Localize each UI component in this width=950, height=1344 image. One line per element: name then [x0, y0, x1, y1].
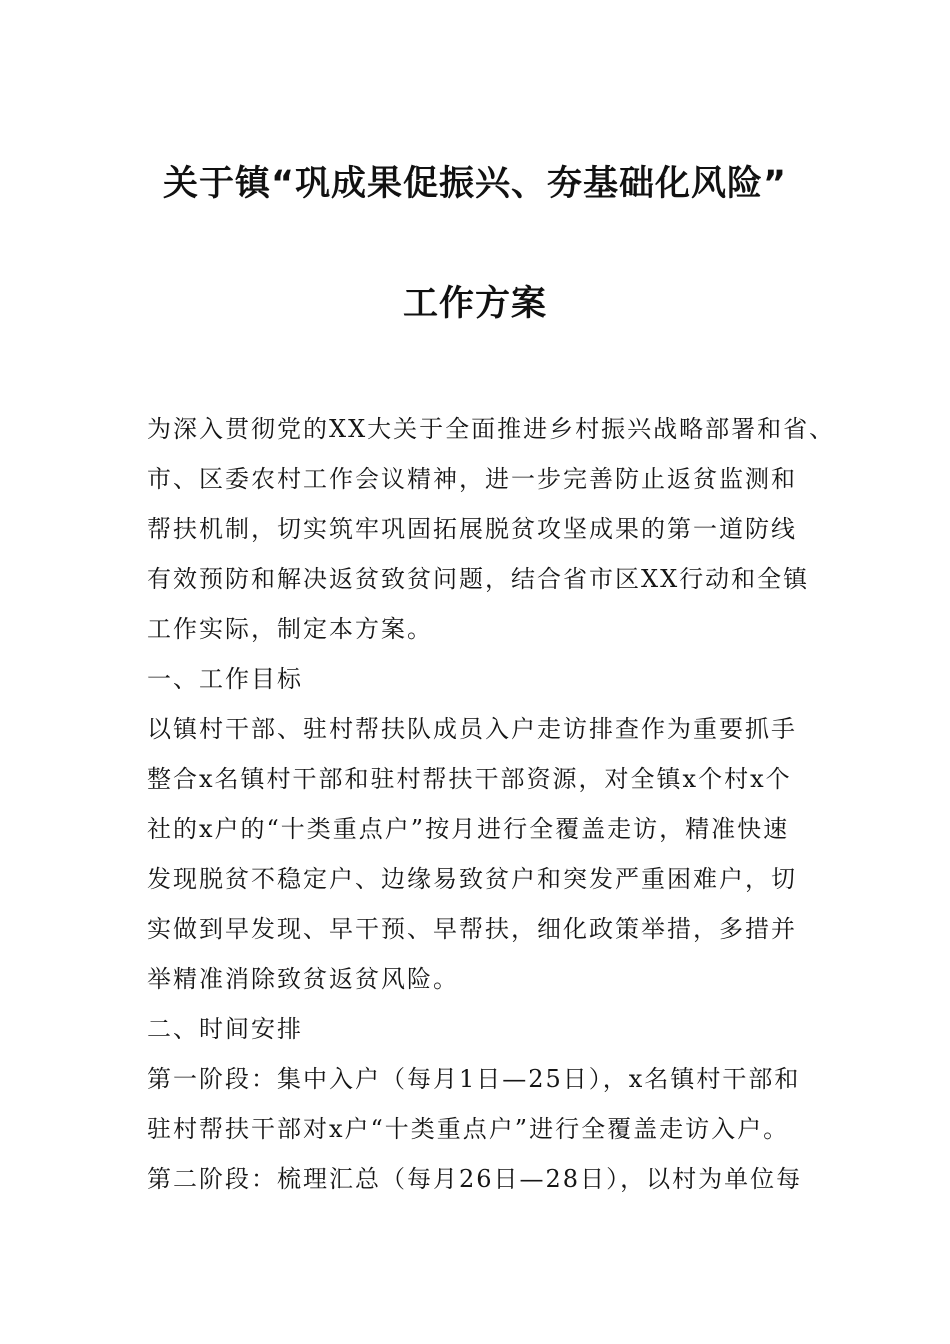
section-heading-goals: 一、工作目标: [147, 665, 303, 693]
body-line-10: 发现脱贫不稳定户、边缘易致贫户和突发严重困难户，切: [147, 865, 797, 893]
body-line-12: 举精准消除致贫返贫风险。: [147, 965, 459, 993]
body-line-5: 工作实际，制定本方案。: [147, 615, 433, 643]
body-line-1: 为深入贯彻党的XX大关于全面推进乡村振兴战略部署和省、: [147, 415, 836, 443]
body-line-16: 第二阶段：梳理汇总（每月26日—28日），以村为单位每: [147, 1165, 803, 1193]
document-title-line-2: 工作方案: [402, 284, 547, 324]
body-line-15: 驻村帮扶干部对x户“十类重点户”进行全覆盖走访入户。: [147, 1115, 790, 1143]
section-heading-schedule: 二、时间安排: [147, 1015, 303, 1043]
body-line-8: 整合x名镇村干部和驻村帮扶干部资源，对全镇x个村x个: [147, 765, 792, 793]
body-line-9: 社的x户的“十类重点户”按月进行全覆盖走访，精准快速: [147, 815, 790, 843]
body-line-3: 帮扶机制，切实筑牢巩固拓展脱贫攻坚成果的第一道防线: [147, 515, 797, 543]
body-line-4: 有效预防和解决返贫致贫问题，结合省市区XX行动和全镇: [147, 565, 810, 593]
body-line-11: 实做到早发现、早干预、早帮扶，细化政策举措，多措并: [147, 915, 797, 943]
body-line-2: 市、区委农村工作会议精神，进一步完善防止返贫监测和: [147, 465, 797, 493]
document-title-line-1: 关于镇“巩成果促振兴、夯基础化风险”: [162, 164, 787, 204]
body-line-14: 第一阶段：集中入户（每月1日—25日），x名镇村干部和: [147, 1065, 801, 1093]
body-line-7: 以镇村干部、驻村帮扶队成员入户走访排查作为重要抓手: [147, 715, 797, 743]
